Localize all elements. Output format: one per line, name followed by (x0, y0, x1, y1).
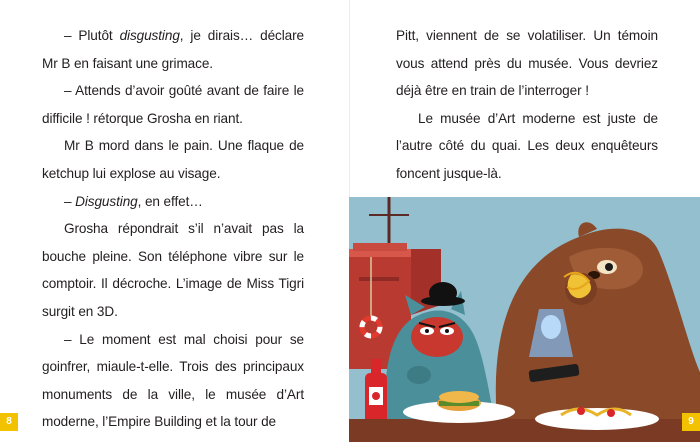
text-run: – Plutôt (64, 28, 120, 43)
paragraph (42, 188, 304, 216)
italic-run: disgusting (119, 28, 180, 43)
text-run: – Le moment est mal choisi pour se goinfrer, miaule-t-elle. Trois des principaux monuments de la ville, le musée d’Art moderne, l’Empire Building et la tour de (42, 331, 304, 430)
text-run: , en effet… (137, 193, 203, 209)
text-run: Le musée d’Art moderne est juste de l’autre côté du quai. Les deux enquêteurs foncent jusque-là. (396, 110, 658, 181)
paragraph (42, 215, 304, 325)
text-run: , je dirais… déclare Mr B en faisant une grimace. (42, 28, 304, 71)
story-illustration (349, 197, 700, 442)
paragraph (42, 77, 304, 132)
paragraph (396, 105, 658, 188)
paragraph (396, 22, 658, 105)
italic-run: Disgusting (75, 193, 138, 209)
text-run: Mr B mord dans le pain. Une flaque de ketchup lui explose au visage. (42, 138, 304, 181)
text-run: Grosha répondrait s’il n’avait pas la bouche pleine. Son téléphone vibre sur le comptoir. Il décroche. L’image de Miss Tigri surgit en 3D. (42, 221, 304, 319)
paragraph (42, 132, 304, 187)
left-page-text (42, 22, 304, 436)
paragraph (42, 326, 304, 436)
paragraph (42, 22, 304, 77)
text-run: Pitt, viennent de se volatiliser. Un témoin vous attend près du musée. Vous devriez déjà être en train de l’interroger ! (396, 28, 658, 99)
text-run: – (64, 193, 76, 209)
page-number-right: 9 (682, 413, 700, 431)
right-page-text (396, 22, 658, 188)
text-run: – Attends d’avoir goûté avant de faire le difficile ! rétorque Grosha en riant. (42, 83, 304, 126)
page-number-left: 8 (0, 413, 18, 431)
